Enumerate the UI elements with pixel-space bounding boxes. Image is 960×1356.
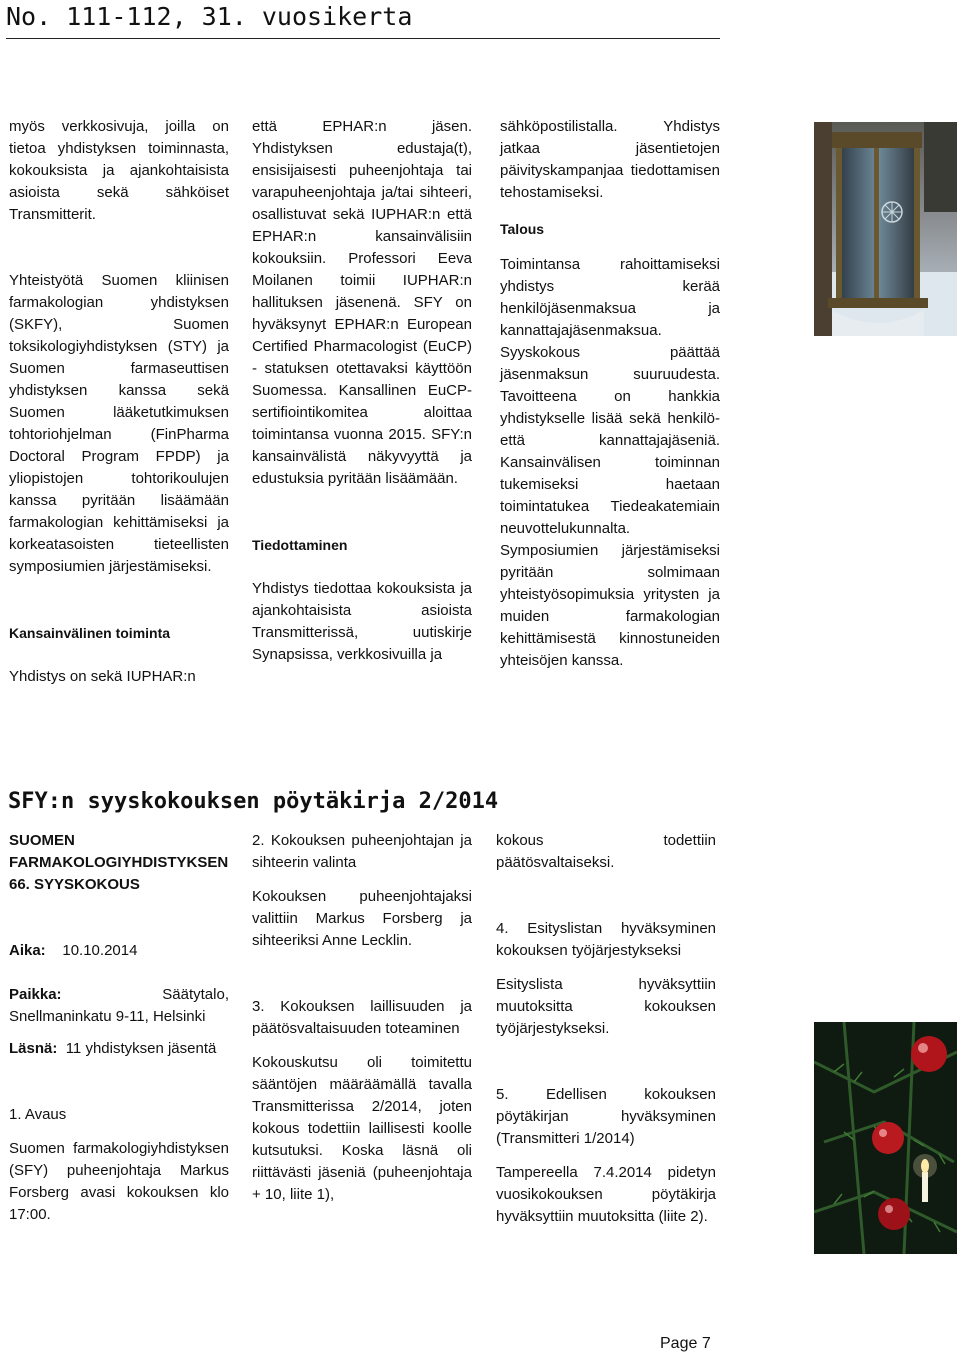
- item-5-title: 5. Edellisen kokouksen pöytäkirjan hyväksyminen (Transmitteri 1/2014): [496, 1086, 716, 1147]
- meeting-place: [9, 984, 229, 1028]
- meeting-heading: SUOMEN FARMAKOLOGIYHDISTYKSEN 66. SYYSKOKOUS: [9, 832, 229, 893]
- item-3-text: Kokouskutsu oli toimitettu sääntöjen määräämällä tavalla Transmitterissa 2/2014, joten kokous todettiin laillisesti koolle kutsutuksi. Koska läsnä oli riittävästi jäseniä (puheenjohtaja + 10, liite 1),: [252, 1054, 472, 1203]
- item-4-text: Esityslista hyväksyttiin muutoksitta kokouksen työjärjestykseksi.: [496, 976, 716, 1037]
- attendees-value: 11 yhdistyksen jäsentä: [65, 1040, 217, 1057]
- col3-paragraph-1: sähköpostilistalla. Yhdistys jatkaa jäsentietojen päivityskampanjaa tiedottamisen tehostamiseksi.: [500, 118, 720, 201]
- column-2: [252, 116, 472, 666]
- lantern-photo: [814, 122, 957, 336]
- issue-header: No. 111-112, 31. vuosikerta: [6, 2, 413, 31]
- col1-paragraph-1: myös verkkosivuja, joilla on tietoa yhdistyksen toiminnasta, kokouksista ja ajankohtaisista asioista sekä sähköiset Transmitterit.: [9, 118, 229, 223]
- item-1-title: 1. Avaus: [9, 1106, 67, 1123]
- attendees-label: Läsnä:: [9, 1040, 58, 1057]
- date-label: Aika:: [9, 942, 46, 959]
- col3-continuation: kokous todettiin päätösvaltaiseksi.: [496, 832, 716, 871]
- minutes-column-2: [252, 830, 472, 1206]
- page-number: Page 7: [660, 1335, 711, 1352]
- item-1-text: Suomen farmakologiyhdistyksen (SFY) puheenjohtaja Markus Forsberg avasi kokouksen klo 17:00.: [9, 1140, 229, 1223]
- meeting-attendees: [9, 1038, 229, 1060]
- col2-heading-communication: Tiedottaminen: [252, 537, 348, 553]
- item-2-title: 2. Kokouksen puheenjohtajan ja sihteerin valinta: [252, 832, 472, 871]
- col3-heading-finance: Talous: [500, 221, 545, 237]
- place-value: Säätytalo, Snellmaninkatu 9-11, Helsinki: [9, 986, 229, 1025]
- item-3-title: 3. Kokouksen laillisuuden ja päätösvaltaisuuden toteaminen: [252, 998, 472, 1037]
- meeting-date: [9, 940, 229, 962]
- item-4-title: 4. Esityslistan hyväksyminen kokouksen työjärjestykseksi: [496, 920, 716, 959]
- col1-paragraph-3: Yhdistys on sekä IUPHAR:n: [9, 668, 196, 685]
- col2-paragraph-2: Yhdistys tiedottaa kokouksista ja ajankohtaisista asioista Transmitterissä, uutiskirje Synapsissa, verkkosivuilla ja: [252, 580, 472, 663]
- col1-heading-international: Kansainvälinen toiminta: [9, 625, 171, 641]
- column-3: [500, 116, 720, 672]
- christmas-ornaments-photo: [814, 1022, 957, 1254]
- place-label: Paikka:: [9, 986, 62, 1003]
- col1-paragraph-2: Yhteistyötä Suomen kliinisen farmakologian yhdistyksen (SKFY), Suomen toksikologiyhdistyksen (STY) ja Suomen farmaseuttisen yhdistyksen kanssa sekä Suomen lääketutkimuksen tohtoriohjelman (FinPharma Doctoral Program FPDP) ja yliopistojen tohtorikoulujen kanssa pyritään lisäämään farmakologian kehittämiseksi ja korkeatasoisten tieteellisten symposiumien järjestämiseksi.: [9, 272, 229, 575]
- minutes-title: SFY:n syyskokouksen pöytäkirja 2/2014: [8, 789, 499, 814]
- minutes-column-1: [9, 830, 229, 1226]
- column-1: [9, 116, 229, 688]
- item-2-text: Kokouksen puheenjohtajaksi valittiin Markus Forsberg ja sihteeriksi Anne Lecklin.: [252, 888, 472, 949]
- col3-paragraph-2: Toimintansa rahoittamiseksi yhdistys kerää henkilöjäsenmaksua ja kannattajajäsenmaksua. Syyskokous päättää jäsenmaksun suuruudesta. Tavoitteena on hankkia yhdistykselle lisää sekä henkilö- että kannattajajäseniä. Kansainvälisen toiminnan tukemiseksi haetaan toimintatukea Tiedeakatemiain neuvottelukunnalta. Symposiumien järjestämiseksi pyritään solmimaan yhteistyösopimuksia yritysten ja muiden farmakologian kehittämisestä kinnostuneiden yhteisöjen kanssa.: [500, 256, 720, 669]
- minutes-column-3: [496, 830, 716, 1228]
- date-value: 10.10.2014: [62, 942, 138, 959]
- col2-paragraph-1: että EPHAR:n jäsen. Yhdistyksen edustaja(t), ensisijaisesti puheenjohtaja tai varapuheenjohtaja ja/tai sihteeri, osallistuvat sekä IUPHAR:n että EPHAR:n kansainvälisiin kokouksiin. Professori Eeva Moilanen toimii IUPHAR:n hallituksen jäsenenä. SFY on hyväksynyt EPHAR:n European Certified Pharmacologist (EuCP) - statuksen otettavaksi käyttöön Suomessa. Kansallinen EuCP-sertifiointikomitea aloittaa toimintansa vuonna 2015. SFY:n kansainvälistä näkyvyyttä ja edustuksia pyritään lisäämään.: [252, 118, 472, 487]
- header-rule: [6, 38, 720, 39]
- item-5-text: Tampereella 7.4.2014 pidetyn vuosikokouksen pöytäkirja hyväksyttiin muutoksitta (liite 2).: [496, 1164, 716, 1225]
